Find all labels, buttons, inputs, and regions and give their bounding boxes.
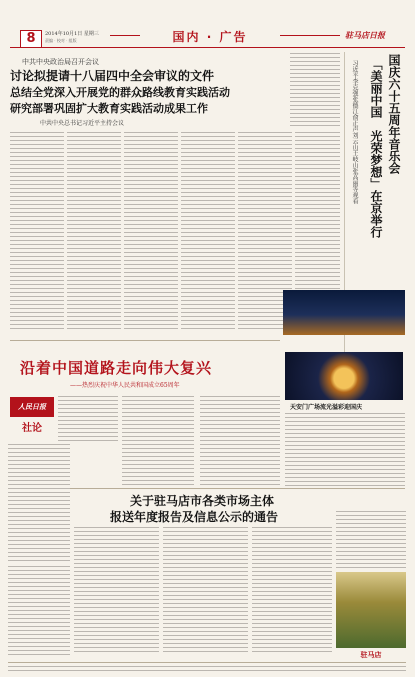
lead-headline-3: 研究部署巩固扩大教育实践活动成果工作 [10,102,208,115]
concert-headline-1: 国庆六十五周年音乐会 [387,54,401,174]
lead-body-col-3 [124,131,178,331]
ad-title: 驻马店 [360,650,382,659]
lead-kicker: 中共中央政治局召开会议 [22,58,99,66]
badge-bottom: 社论 [22,423,42,434]
ad-box [336,510,406,660]
lead-headline-2: 总结全党深入开展党的群众路线教育实践活动 [10,86,230,99]
photo-story-body [285,412,405,487]
concert-photo [283,290,405,335]
notice-body-col-1 [74,526,159,654]
footer-rule [8,662,406,663]
editor-line: 责编 · 校对 · 组版 [45,38,77,43]
notice-body-col-2 [163,526,248,654]
photo-placeholder [285,352,403,400]
footer-text [8,665,406,673]
badge-top: 人民日报 [10,397,54,417]
notice-title-2: 报送年度报告及信息公示的通告 [110,510,279,524]
page-number: 8 [26,31,36,46]
lead-headline-1: 讨论拟提请十八届四中全会审议的文件 [10,69,215,83]
ad-image [336,572,406,648]
lead-body-col-2 [67,131,121,331]
paper-name: 驻马店日报 [345,30,385,40]
lead-body-col-4 [181,131,235,331]
notice-title-1: 关于驻马店市各类市场主体 [130,494,275,508]
page-header [0,0,415,46]
section-title: 国内 · 广告 [172,30,248,44]
photo-caption: 天安门广场流光溢彩迎国庆 [290,404,363,411]
header-bottom-rule [10,47,405,48]
date-line: 2014年10月1日 星期三 [45,31,99,37]
editorial-subhead: ——热烈庆祝中华人民共和国成立65周年 [70,382,180,389]
ad-text [336,510,406,570]
concert-headline-2: 「美丽中国 光荣梦想」在京举行 [369,58,383,238]
left-notice-body [8,565,70,655]
concert-body-top [290,52,340,128]
editorial-body-col-1-top [58,395,118,443]
editorial-headline: 沿着中国道路走向伟大复兴 [20,361,213,377]
header-rule-left [110,35,140,36]
editorial-body-col-1 [8,443,70,563]
header-rule-right [280,35,340,36]
editorial-body-col-2 [122,395,194,487]
page-number-box [20,30,42,48]
editorial-badge [8,393,56,441]
lead-subhead: 中共中央总书记习近平主持会议 [40,120,125,127]
concert-deck: 习近平李克强张德江俞正声刘云山王岐山张高丽等观看 [351,60,358,204]
editorial-body-col-3 [200,395,280,487]
notice-body-col-3 [252,526,332,654]
notice-top-rule [70,488,405,489]
lead-body-col-1 [10,131,64,331]
editorial-top-rule [10,340,280,341]
